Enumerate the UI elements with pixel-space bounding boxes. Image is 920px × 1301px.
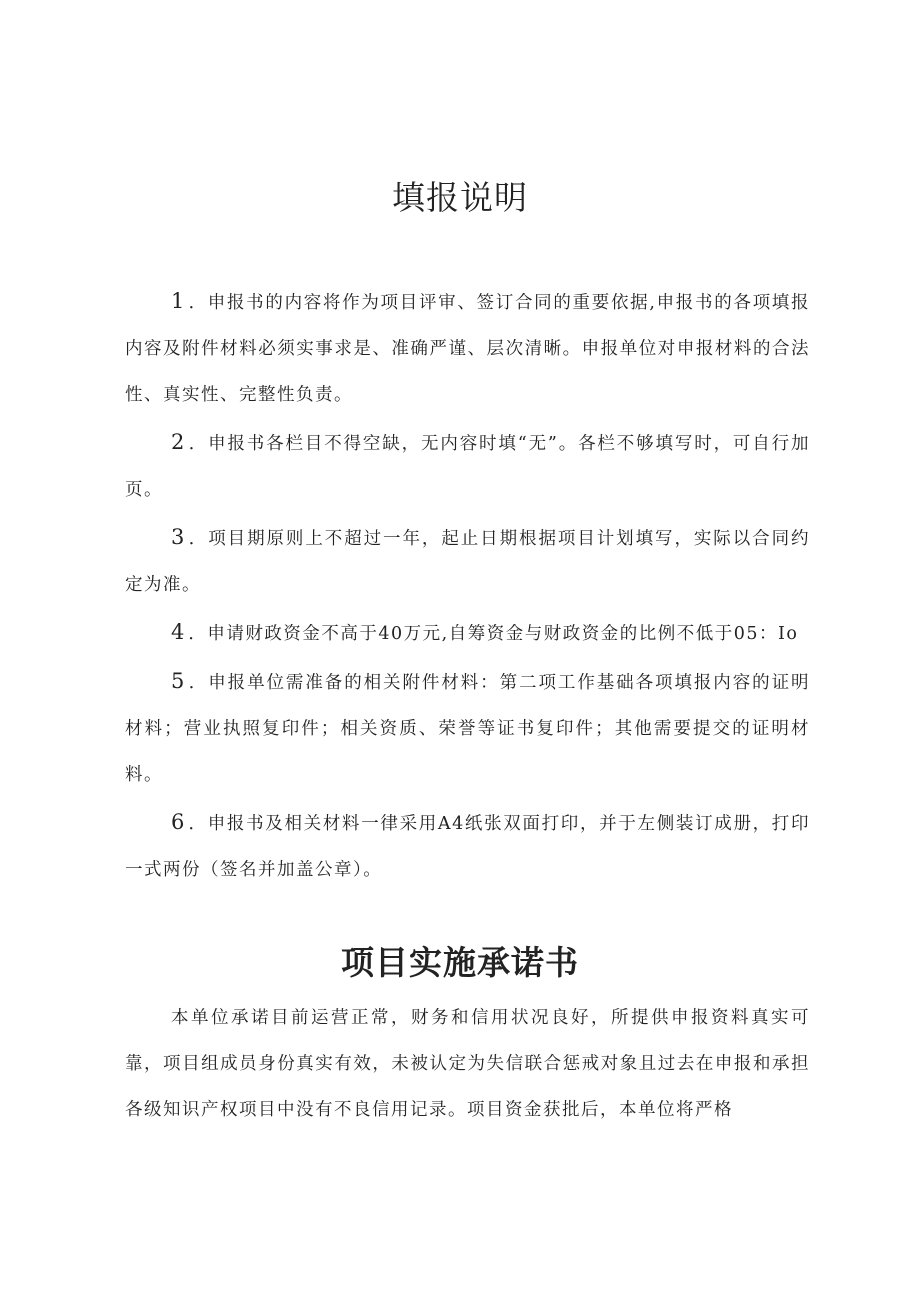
- instruction-item: [125, 419, 810, 513]
- instruction-item: [125, 514, 810, 608]
- instruction-text: ．申报书的内容将作为项目评审、签订合同的重要依据,申报书的各项填报内容及附件材料必须实事求是、准确严谨、层次清晰。申报单位对申报材料的合法性、真实性、完整性负责。: [125, 293, 810, 405]
- instruction-text: ．申报单位需准备的相关附件材料：第二项工作基础各项填报内容的证明材料；营业执照复印件；相关资质、荣誉等证书复印件；其他需要提交的证明材料。: [125, 673, 810, 785]
- instruction-text: ．申请财政资金不高于40万元,自筹资金与财政资金的比例不低于05：Io: [188, 624, 799, 644]
- instruction-number: 1: [171, 289, 189, 313]
- instruction-number: 2: [171, 430, 189, 454]
- instruction-number: 3: [171, 525, 189, 549]
- page-title: 填报说明: [392, 178, 528, 217]
- instruction-text: ．申报书各栏目不得空缺，无内容时填“无”。各栏不够填写时，可自行加页。: [125, 434, 810, 500]
- section-title: 项目实施承诺书: [341, 943, 579, 982]
- instruction-text: ．申报书及相关材料一律采用A4纸张双面打印，并于左侧装订成册，打印一式两份（签名并加盖公章）。: [125, 814, 810, 880]
- instruction-item: [125, 799, 810, 893]
- instruction-item: [125, 278, 810, 418]
- instruction-number: 4: [171, 620, 189, 644]
- instruction-number: 6: [171, 810, 189, 834]
- instruction-item: [125, 609, 810, 657]
- instruction-number: 5: [171, 669, 189, 693]
- commitment-paragraph: 本单位承诺目前运营正常，财务和信用状况良好，所提供申报资料真实可靠，项目组成员身份真实有效，未被认定为失信联合惩戒对象且过去在申报和承担各级知识产权项目中没有不良信用记录。项目资金获批后，本单位将严格: [125, 1008, 810, 1120]
- instruction-item: [125, 658, 810, 798]
- instructions-list: [125, 278, 810, 894]
- instruction-text: ．项目期原则上不超过一年，起止日期根据项目计划填写，实际以合同约定为准。: [125, 529, 810, 595]
